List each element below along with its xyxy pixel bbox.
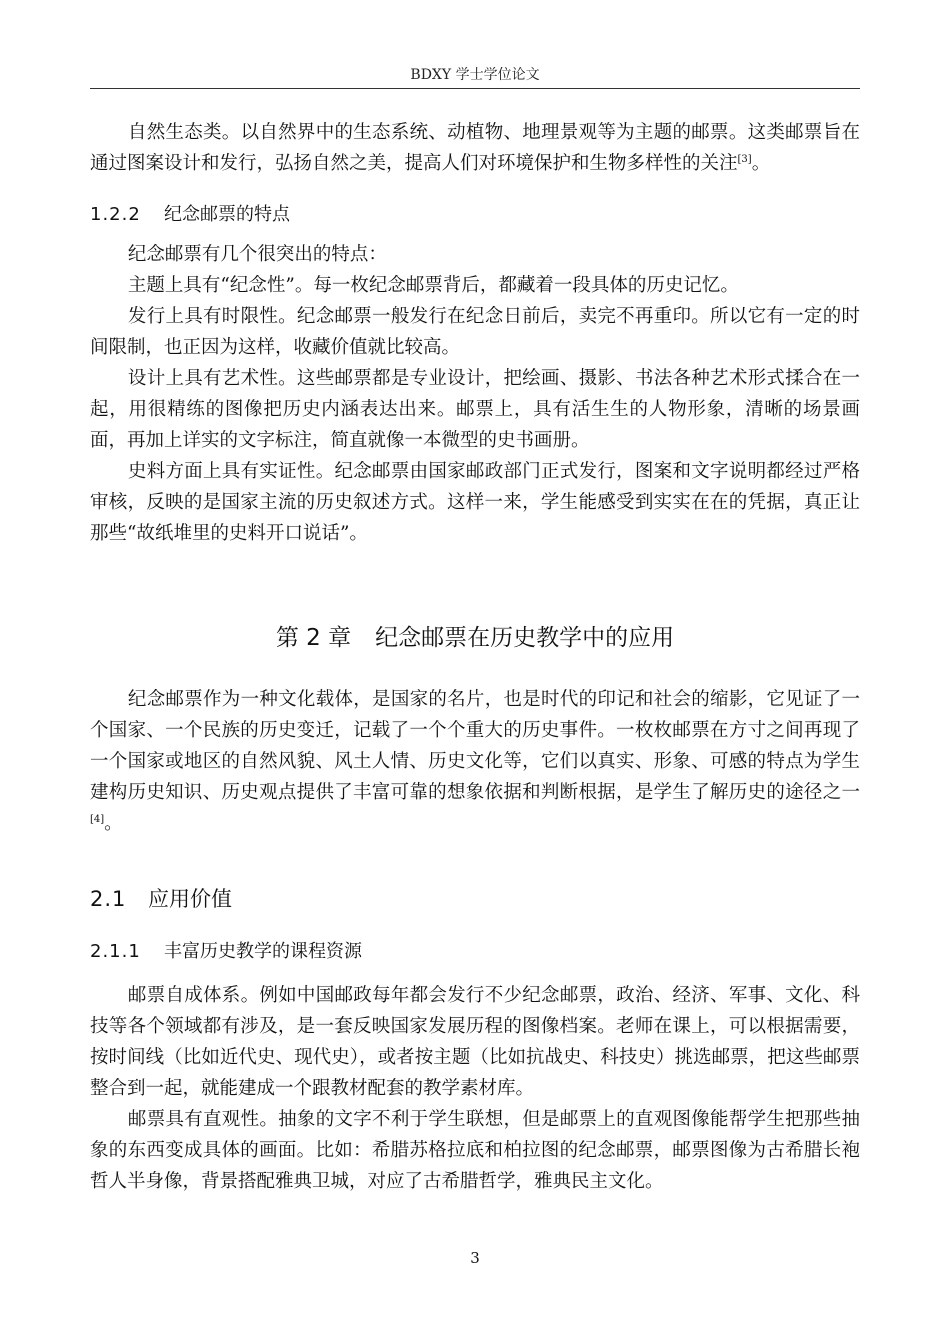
intro-block (90, 117, 860, 179)
section-heading-2-1 (90, 885, 860, 913)
citation: [4] (90, 814, 105, 825)
chapter-intro-end: 。 (104, 813, 123, 834)
chapter-heading (90, 623, 860, 653)
document-page (90, 0, 860, 1344)
paragraph: 主题上具有“纪念性”。每一枚纪念邮票背后，都藏着一段具体的历史记忆。 (127, 275, 739, 296)
citation: [3] (737, 154, 752, 165)
paragraph: 纪念邮票有几个很突出的特点： (127, 244, 387, 265)
section-1-2-2-body (90, 239, 860, 549)
section-title: 纪念邮票的特点 (164, 204, 290, 225)
section-number: 1.2.2 (90, 204, 141, 225)
section-heading-1-2-2 (90, 203, 860, 227)
chapter-number: 第 2 章 (275, 625, 352, 651)
paragraph: 邮票具有直观性。抽象的文字不利于学生联想，但是邮票上的直观图像能帮学生把那些抽象的东西变成具体的画面。比如：希腊苏格拉底和柏拉图的纪念邮票，邮票图像为古希腊长袍哲人半身像，背景搭配雅典卫城，对应了古希腊哲学，雅典民主文化。 (90, 1109, 860, 1192)
header-rule (90, 88, 860, 89)
paragraph: 发行上具有时限性。纪念邮票一般发行在纪念日前后，卖完不再重印。所以它有一定的时间限制，也正因为这样，收藏价值就比较高。 (90, 306, 860, 358)
paragraph: 史料方面上具有实证性。纪念邮票由国家邮政部门正式发行，图案和文字说明都经过严格审核，反映的是国家主流的历史叙述方式。这样一来，学生能感受到实实在在的凭据，真正让那些“故纸堆里的史料开口说话”。 (90, 461, 860, 544)
chapter-intro-text: 纪念邮票作为一种文化载体，是国家的名片，也是时代的印记和社会的缩影，它见证了一个国家、一个民族的历史变迁，记载了一个个重大的历史事件。一枚枚邮票在方寸之间再现了一个国家或地区的自然风貌、风土人情、历史文化等，它们以真实、形象、可感的特点为学生建构历史知识、历史观点提供了丰富可靠的想象依据和判断根据，是学生了解历史的途径之一 (90, 689, 860, 803)
intro-end: 。 (751, 153, 771, 174)
chapter-intro-paragraph (90, 684, 860, 839)
paragraph: 设计上具有艺术性。这些邮票都是专业设计，把绘画、摄影、书法各种艺术形式揉合在一起，用很精练的图像把历史内涵表达出来。邮票上，具有活生生的人物形象，清晰的场景画面，再加上详实的文字标注，简直就像一本微型的史书画册。 (90, 368, 860, 451)
intro-text: 自然生态类。以自然界中的生态系统、动植物、地理景观等为主题的邮票。这类邮票旨在通过图案设计和发行，弘扬自然之美，提高人们对环境保护和生物多样性的关注 (90, 122, 860, 174)
running-header: BDXY 学士学位论文 (410, 67, 540, 83)
page-number: 3 (470, 1249, 480, 1267)
section-title: 应用价值 (148, 887, 232, 911)
section-number: 2.1.1 (90, 941, 141, 962)
section-title: 丰富历史教学的课程资源 (164, 941, 362, 962)
intro-paragraph (90, 117, 860, 179)
paragraph: 邮票自成体系。例如中国邮政每年都会发行不少纪念邮票，政治、经济、军事、文化、科技等各个领域都有涉及，是一套反映国家发展历程的图像档案。老师在课上，可以根据需要，按时间线（比如近代史、现代史），或者按主题（比如抗战史、科技史）挑选邮票，把这些邮票整合到一起，就能建成一个跟教材配套的教学素材库。 (90, 985, 860, 1099)
section-heading-2-1-1 (90, 940, 860, 964)
section-number: 2.1 (90, 887, 127, 911)
chapter-intro-block (90, 684, 860, 839)
chapter-title: 纪念邮票在历史教学中的应用 (375, 625, 675, 651)
section-2-1-1-body (90, 980, 860, 1197)
